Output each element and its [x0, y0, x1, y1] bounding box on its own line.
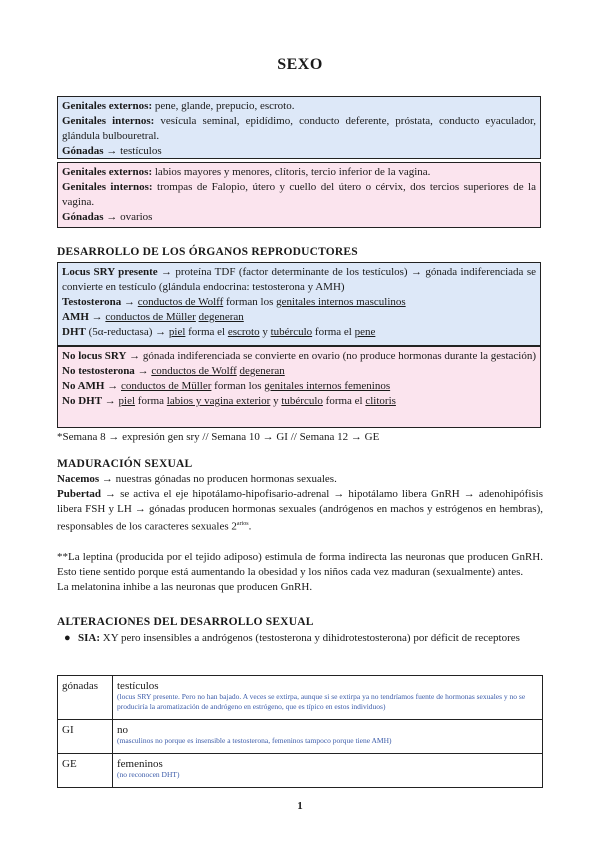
dht-label: DHT [62, 326, 86, 338]
text: → nuestras gónadas no producen hormonas sexuales. [99, 473, 337, 485]
text: clitoris [365, 395, 396, 407]
female-external-text: labios mayores y menores, clítoris, tercio inferior de la vagina. [152, 166, 431, 178]
page-title: SEXO [277, 56, 323, 73]
text: → [104, 380, 121, 392]
text: forman los [223, 296, 277, 308]
table-cell-value [113, 676, 543, 720]
text: (5α-reductasa) → [85, 326, 169, 338]
text: labios y vagina exterior [166, 395, 271, 407]
testosterone-label: Testosterona [62, 296, 122, 308]
text: → [102, 395, 119, 407]
note: (no reconocen DHT) [117, 770, 180, 779]
note: (locus SRY presente. Pero no han bajado. A veces se extirpa, aunque si se extirpa ya no tendríamos fuente de hormonas sexuales y no se produciría la aromatización de andrógeno en estrógeno, que es típico en estos individuos) [117, 692, 526, 711]
text: conductos de Wolff [151, 365, 237, 377]
maturation-text [57, 472, 543, 595]
text: femeninos [117, 758, 163, 770]
text: → [134, 365, 152, 377]
text: y [259, 326, 271, 338]
bullet-icon: ● [64, 632, 71, 644]
text: conductos de Müller [120, 380, 212, 392]
amh-label: AMH [62, 311, 89, 323]
weeks-note: *Semana 8 → expresión gen sry // Semana 10 → GI // Semana 12 → GE [57, 431, 380, 443]
male-external-text: pene, glande, prepucio, escroto. [152, 100, 295, 112]
leptin-paragraph: **La leptina (producida por el tejido adiposo) estimula de forma indirecta las neuronas que producen GnRH. Esto tiene sentido porque está aumentando la obesidad y los niños cada vez maduran (sexualmente) antes. [57, 550, 543, 578]
female-external-label: Genitales externos: [62, 166, 153, 178]
table-cell-key: GE [58, 754, 113, 788]
male-internal-genitals-text: genitales internos masculinos [276, 296, 406, 308]
table-row [58, 754, 543, 788]
text: forma el [185, 326, 228, 338]
no-sry-text: → gónada indiferenciada se convierte en ovario (no produce hormonas durante la gestación) [126, 350, 536, 362]
sia-label: SIA: [78, 632, 101, 644]
development-heading: DESARROLLO DE LOS ÓRGANOS REPRODUCTORES [57, 246, 358, 258]
muller-ducts-text: conductos de Müller [105, 311, 196, 323]
text: forma el [322, 395, 366, 407]
male-gonads-text: → testículos [103, 145, 162, 157]
text: tubérculo [281, 395, 323, 407]
sia-text: XY pero insensibles a andrógenos (testosterona y dihidrotestosterona) por déficit de receptores [100, 632, 520, 644]
sup: arios [236, 521, 249, 527]
text: forma el [312, 326, 355, 338]
page-number: 1 [297, 800, 303, 812]
table-cell-key: gónadas [58, 676, 113, 720]
female-genitals-box [57, 162, 541, 228]
female-gonads-text: → ovarios [103, 211, 153, 223]
female-internal-text: trompas de Falopio, útero y cuello del útero o cérvix, dos tercios superiores de la vagina. [62, 181, 536, 208]
puberty-label: Pubertad [57, 488, 101, 500]
text: forma [135, 395, 167, 407]
table-row [58, 720, 543, 754]
text: testículos [117, 680, 159, 692]
no-dht-label: No DHT [62, 395, 103, 407]
sia-bullet [64, 631, 543, 646]
text: degeneran [239, 365, 285, 377]
text: pene [354, 326, 376, 338]
no-amh-label: No AMH [62, 380, 105, 392]
text: . [248, 520, 252, 533]
text: no [117, 724, 128, 736]
degenerate-text: degeneran [198, 311, 244, 323]
male-gonads-label: Gónadas [62, 145, 104, 157]
text: piel [118, 395, 136, 407]
text: piel [168, 326, 186, 338]
table-cell-value [113, 720, 543, 754]
text: escroto [227, 326, 260, 338]
text: → se activa el eje hipotálamo-hipofisario-adrenal → hipotálamo libera GnRH → adenohipófisis libera FSH y LH → gónadas producen hormonas sexuales (andrógenos en machos y estrógenos en hembras), responsables de los caracteres sexuales 2 [57, 488, 543, 533]
text: → [88, 311, 106, 323]
table-cell-value [113, 754, 543, 788]
female-internal-label: Genitales internos: [62, 181, 153, 193]
maturation-heading: MADURACIÓN SEXUAL [57, 458, 193, 470]
sia-table [57, 675, 543, 788]
text: y [270, 395, 282, 407]
male-internal-label: Genitales internos: [62, 115, 155, 127]
table-row [58, 676, 543, 720]
text: forman los [211, 380, 265, 392]
text: genitales internos femeninos [264, 380, 391, 392]
sry-present-text: → proteína TDF (factor determinante de los testículos) → gónada indiferenciada se convierte en testículo (glándula endocrina: testosterona y AMH) [62, 266, 536, 293]
note: (masculinos no porque es insensible a testosterona, femeninos tampoco porque tiene AMH) [117, 736, 392, 745]
text: tubérculo [270, 326, 313, 338]
text: → [121, 296, 138, 308]
no-sry-label: No locus SRY [62, 350, 127, 362]
born-label: Nacemos [57, 473, 100, 485]
alterations-heading: ALTERACIONES DEL DESARROLLO SEXUAL [57, 616, 314, 628]
female-gonads-label: Gónadas [62, 211, 104, 223]
melatonin-paragraph: La melatonina inhibe a las neuronas que producen GnRH. [57, 580, 313, 593]
table-cell-key: GI [58, 720, 113, 754]
development-male-box [57, 262, 541, 346]
wolff-ducts-link: conductos de Wolff [137, 296, 224, 308]
male-genitals-box [57, 96, 541, 159]
no-testosterone-label: No testosterona [62, 365, 135, 377]
development-female-box [57, 346, 541, 428]
male-external-label: Genitales externos: [62, 100, 153, 112]
sry-present-label: Locus SRY presente [62, 266, 158, 278]
male-internal-text: vesícula seminal, epidídimo, conducto deferente, próstata, conducto eyaculador, glándula bulbouretral. [62, 115, 536, 142]
